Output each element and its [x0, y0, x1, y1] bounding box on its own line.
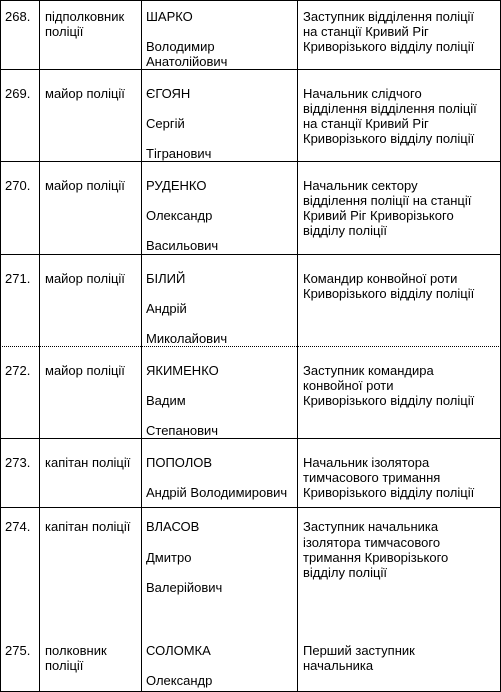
surname: ВЛАСОВ	[146, 519, 200, 534]
row-divider	[0, 161, 501, 162]
first-name: Олександр	[146, 208, 213, 223]
position-line: Начальник ізолятора	[303, 455, 430, 470]
surname: ЯКИМЕНКО	[146, 363, 219, 378]
position-line: тримання Криворізького	[303, 550, 449, 565]
row-divider	[0, 0, 501, 1]
rank-line: поліції	[45, 658, 84, 673]
rank-line: поліції	[45, 24, 84, 39]
surname: ЄГОЯН	[146, 86, 191, 101]
rank-line: майор поліції	[45, 271, 125, 286]
rank-line: капітан поліції	[45, 455, 131, 470]
rank-line: полковник	[45, 643, 107, 658]
position-line: Криворізького відділу поліції	[303, 131, 475, 146]
first-name: Володимир	[146, 39, 215, 54]
row-number: 271.	[5, 271, 31, 286]
position-line: начальника	[303, 658, 374, 673]
row-number: 274.	[5, 519, 31, 534]
first-name: Дмитро	[146, 550, 192, 565]
patronymic: Степанович	[146, 423, 219, 438]
row-divider	[0, 69, 501, 70]
row-divider	[0, 438, 501, 439]
position-line: Заступник командира	[303, 363, 434, 378]
patronymic: Анатолійович	[146, 54, 228, 69]
rank-line: майор поліції	[45, 178, 125, 193]
position-line: Заступник відділення поліції	[303, 9, 475, 24]
patronymic: Миколайович	[146, 331, 228, 346]
row-divider-dotted	[0, 346, 501, 347]
position-line: Кривий Ріг Криворізького	[303, 208, 454, 223]
patronymic: Васильович	[146, 238, 219, 253]
position-line: Перший заступник	[303, 643, 415, 658]
position-line: Начальник сектору	[303, 178, 418, 193]
first-name: Вадим	[146, 393, 186, 408]
position-line: відділення відділення поліції	[303, 101, 477, 116]
rank-line: майор поліції	[45, 86, 125, 101]
first-name: Олександр	[146, 673, 213, 688]
surname: РУДЕНКО	[146, 178, 207, 193]
rank-line: капітан поліції	[45, 519, 131, 534]
position-line: відділу поліції	[303, 223, 387, 238]
position-line: ізолятора тимчасового	[303, 535, 441, 550]
position-line: на станції Кривий Ріг	[303, 24, 429, 39]
patronymic: Валерійович	[146, 580, 223, 595]
position-line: Криворізького відділу поліції	[303, 393, 475, 408]
row-number: 272.	[5, 363, 31, 378]
surname: ПОПОЛОВ	[146, 455, 213, 470]
position-line: відділення поліції на станції	[303, 193, 472, 208]
row-divider	[0, 254, 501, 255]
first-name: Андрій Володимирович	[146, 485, 288, 500]
position-line: на станції Кривий Ріг	[303, 116, 429, 131]
position-line: Криворізького відділу поліції	[303, 39, 475, 54]
position-line: відділу поліції	[303, 565, 387, 580]
position-line: тимчасового тримання	[303, 470, 441, 485]
surname: ШАРКО	[146, 9, 193, 24]
surname: СОЛОМКА	[146, 643, 211, 658]
rank-line: майор поліції	[45, 363, 125, 378]
surname: БІЛИЙ	[146, 271, 186, 286]
first-name: Андрій	[146, 301, 187, 316]
position-line: Начальник слідчого	[303, 86, 422, 101]
row-number: 269.	[5, 86, 31, 101]
rank-line: підполковник	[45, 9, 125, 24]
position-line: Криворізького відділу поліції	[303, 286, 475, 301]
row-number: 270.	[5, 178, 31, 193]
position-line: Заступник начальника	[303, 519, 439, 534]
row-number: 275.	[5, 643, 31, 658]
row-number: 273.	[5, 455, 31, 470]
position-line: Командир конвойної роти	[303, 271, 458, 286]
first-name: Сергій	[146, 116, 185, 131]
row-divider	[0, 507, 501, 508]
patronymic: Тігранович	[146, 146, 212, 161]
position-line: Криворізького відділу поліції	[303, 485, 475, 500]
row-number: 268.	[5, 9, 31, 24]
position-line: конвойної роти	[303, 378, 394, 393]
